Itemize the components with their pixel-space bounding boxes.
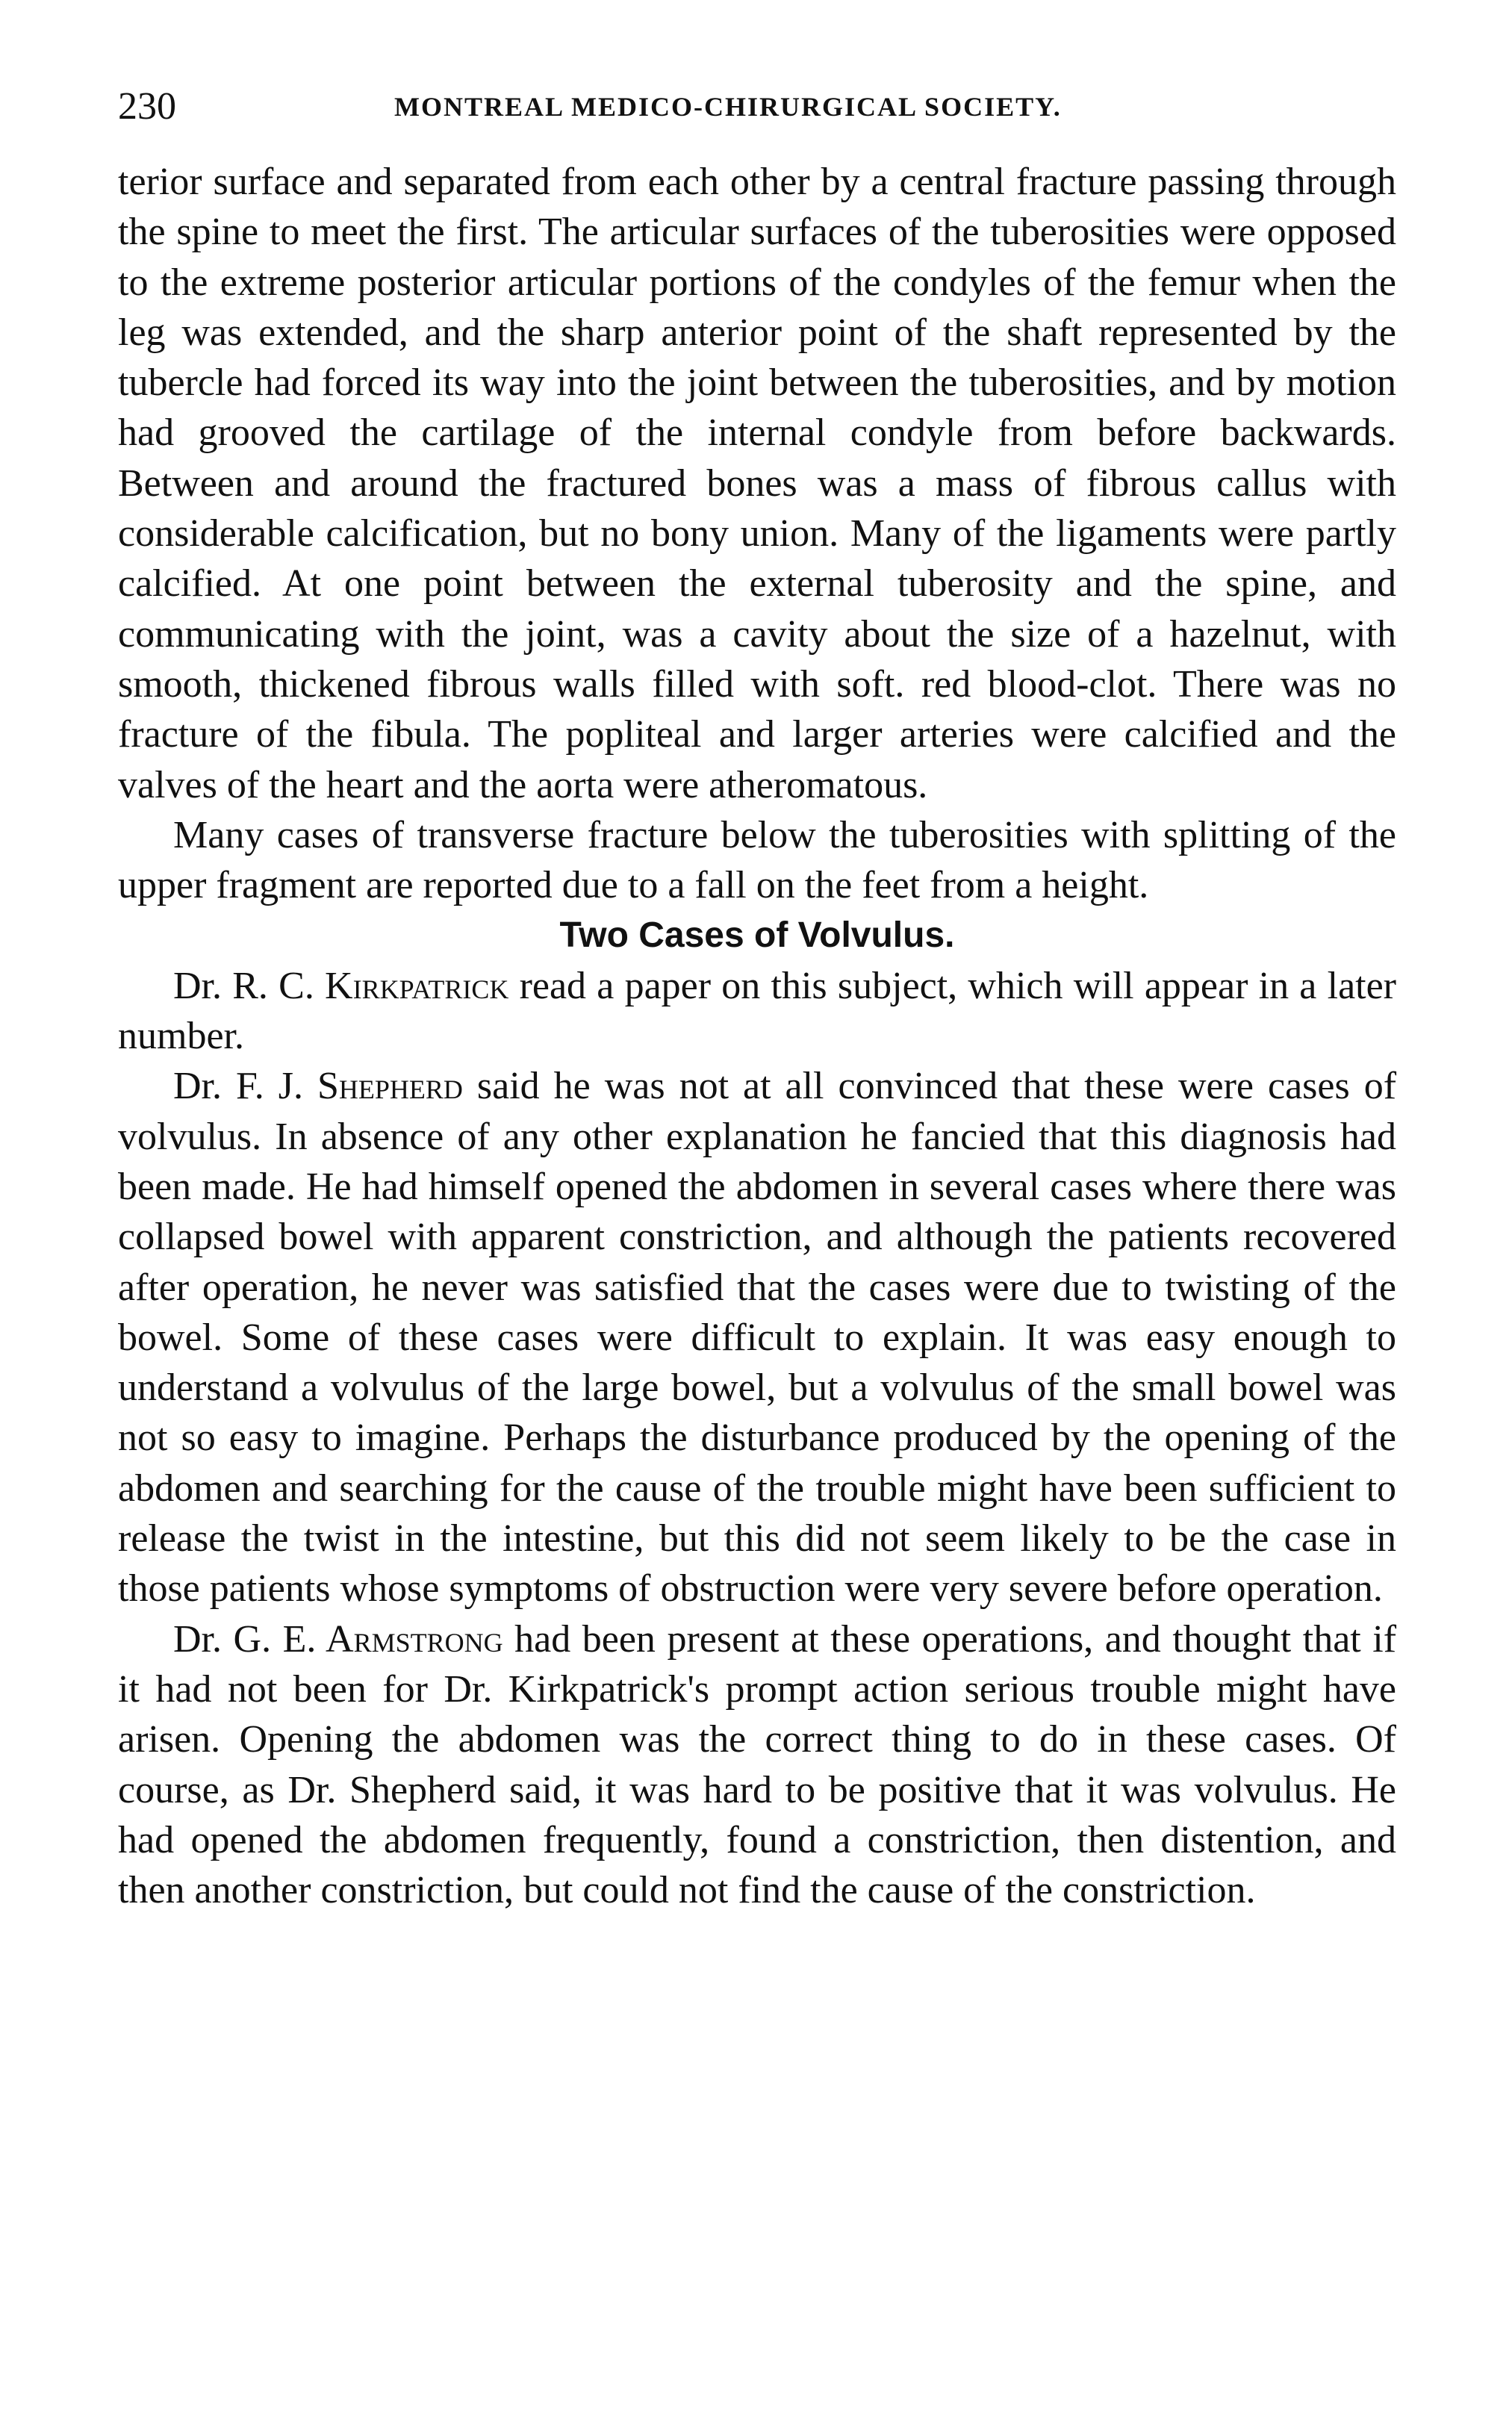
speaker-name: F. J. Shepherd bbox=[236, 1065, 463, 1108]
discussion-paragraph bbox=[118, 961, 1396, 1062]
discussion-paragraph bbox=[118, 1061, 1396, 1614]
speaker-name: R. C. Kirkpatrick bbox=[232, 964, 509, 1007]
section-heading: Two Cases of Volvulus. bbox=[559, 915, 955, 956]
page-header bbox=[118, 81, 1396, 133]
discussion-text: had been present at these operations, and thought that if it had not been for Dr. Kirkpatrick's prompt action serious trouble might have arisen. Opening the abdomen was the correct thing to do in these cases. Of course, as Dr. Shepherd said, it was hard to be positive that it was volvulus. He had opened the abdomen frequently, found a constriction, then distention, and then another constriction, but could not find the cause of the constriction. bbox=[118, 1617, 1397, 1912]
speaker-prefix: Dr. bbox=[173, 1617, 234, 1661]
page-number: 230 bbox=[118, 85, 176, 128]
running-head: MONTREAL MEDICO-CHIRURGICAL SOCIETY. bbox=[394, 92, 1062, 122]
discussion-text: read a paper on this subject, which will appear in a later number. bbox=[118, 964, 1396, 1058]
discussion-paragraph bbox=[118, 1614, 1396, 1916]
speaker-name: G. E. Armstrong bbox=[233, 1617, 503, 1661]
paragraph: Many cases of transverse fracture below the tuberosities with splitting of the upper fragment are reported due to a fall on the feet from a height. bbox=[118, 813, 1396, 907]
speaker-prefix: Dr. bbox=[173, 964, 233, 1007]
paragraph-continuation: terior surface and separated from each other by a central fracture passing through the spine to meet the first. The articular surfaces of the tuberosities were opposed to the extreme posterior articular portions of the condyles of the femur when the leg was extended, and the sharp anterior point of the shaft represented by the tubercle had forced its way into the joint between the tuberosities, and by motion had grooved the cartilage of the internal condyle from before backwards. Between and around the fractured bones was a mass of fibrous callus with considerable calcification, but no bony union. Many of the ligaments were partly calcified. At one point between the external tuberosity and the spine, and communicating with the joint, was a cavity about the size of a hazelnut, with smooth, thickened fibrous walls filled with soft. red blood-clot. There was no fracture of the fibula. The popliteal and larger arteries were calcified and the valves of the heart and the aorta were atheromatous. bbox=[118, 161, 1396, 806]
speaker-prefix: Dr. bbox=[173, 1065, 236, 1108]
discussion-text: said he was not at all convinced that these were cases of volvulus. In absence of any other explanation he fancied that this diagnosis had been made. He had himself opened the abdomen in several cases where there was collapsed bowel with apparent constriction, and although the patients recovered after operation, he never was satisfied that the cases were due to twisting of the bowel. Some of these cases were difficult to explain. It was easy enough to understand a volvulus of the large bowel, but a volvulus of the small bowel was not so easy to imagine. Perhaps the disturbance produced by the opening of the abdomen and searching for the cause of the trouble might have been sufficient to release the twist in the intestine, but this did not seem likely to be the case in those patients whose symptoms of obstruction were very severe before operation. bbox=[118, 1065, 1397, 1611]
body-text bbox=[118, 157, 1396, 1915]
